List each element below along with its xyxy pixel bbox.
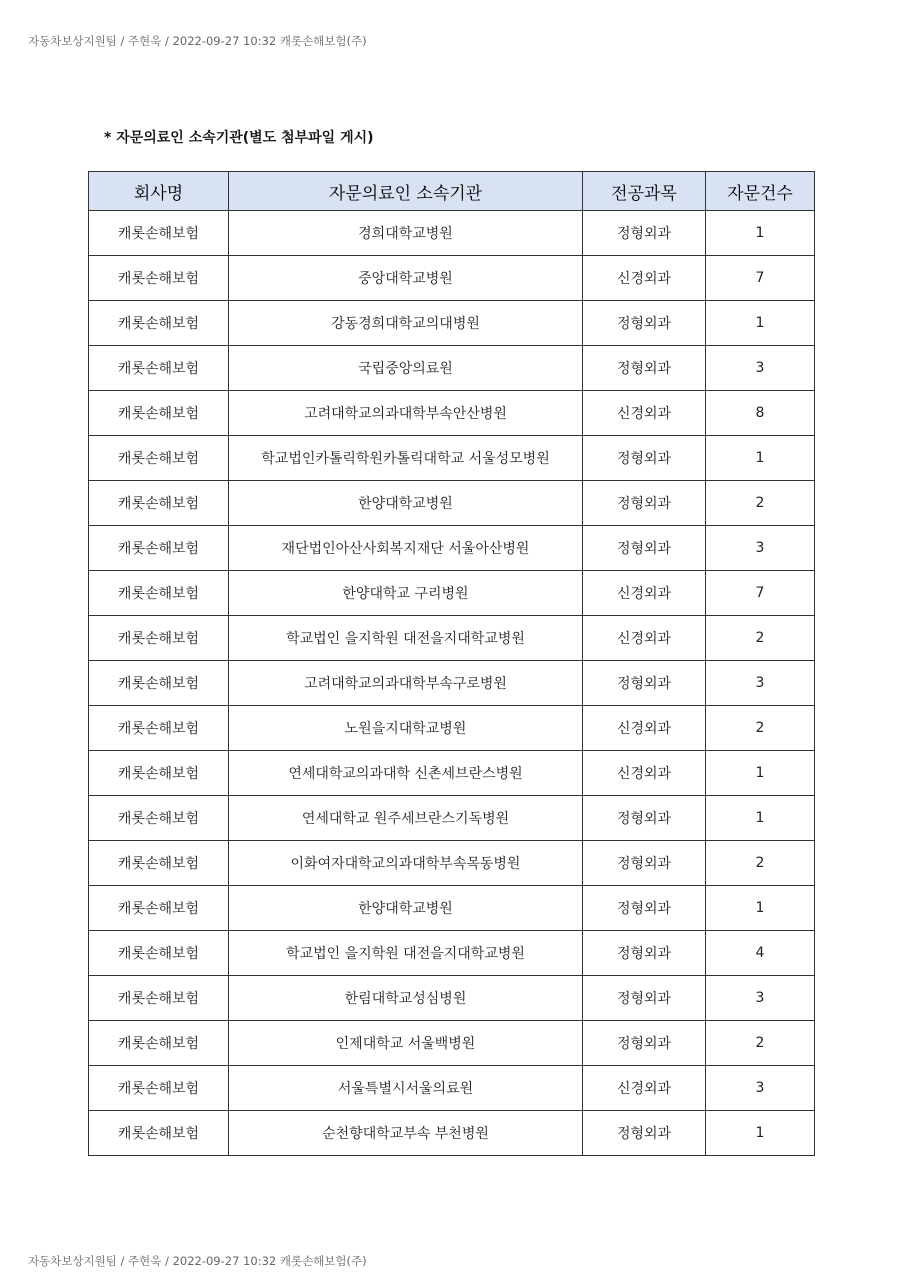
cell-specialty: 정형외과 — [583, 931, 706, 976]
cell-institution: 연세대학교의과대학 신촌세브란스병원 — [229, 751, 583, 796]
cell-specialty: 정형외과 — [583, 301, 706, 346]
cell-institution: 경희대학교병원 — [229, 211, 583, 256]
cell-specialty: 신경외과 — [583, 616, 706, 661]
table-row — [89, 841, 815, 886]
cell-specialty: 정형외과 — [583, 976, 706, 1021]
cell-count: 1 — [706, 301, 815, 346]
section-heading: * 자문의료인 소속기관(별도 첨부파일 게시) — [104, 130, 374, 146]
cell-specialty: 정형외과 — [583, 796, 706, 841]
table-row — [89, 391, 815, 436]
footer-stamp: 자동차보상지원팀 / 주현욱 / 2022-09-27 10:32 캐롯손해보험(주) — [28, 1254, 367, 1268]
cell-institution: 인제대학교 서울백병원 — [229, 1021, 583, 1066]
cell-count: 3 — [706, 1066, 815, 1111]
cell-count: 2 — [706, 616, 815, 661]
consultation-table — [88, 171, 815, 1156]
cell-count: 7 — [706, 571, 815, 616]
table-row — [89, 751, 815, 796]
table-row — [89, 571, 815, 616]
column-header-institution: 자문의료인 소속기관 — [229, 172, 583, 211]
cell-specialty: 신경외과 — [583, 571, 706, 616]
table-row — [89, 1066, 815, 1111]
cell-institution: 강동경희대학교의대병원 — [229, 301, 583, 346]
table-row — [89, 301, 815, 346]
cell-specialty: 정형외과 — [583, 211, 706, 256]
cell-company: 캐롯손해보험 — [89, 1111, 229, 1156]
cell-institution: 학교법인 을지학원 대전을지대학교병원 — [229, 616, 583, 661]
cell-specialty: 정형외과 — [583, 1021, 706, 1066]
cell-company: 캐롯손해보험 — [89, 526, 229, 571]
cell-company: 캐롯손해보험 — [89, 706, 229, 751]
table-row — [89, 616, 815, 661]
cell-count: 2 — [706, 706, 815, 751]
table-row — [89, 886, 815, 931]
table-row — [89, 436, 815, 481]
cell-institution: 노원을지대학교병원 — [229, 706, 583, 751]
table-row — [89, 796, 815, 841]
cell-company: 캐롯손해보험 — [89, 796, 229, 841]
cell-institution: 중앙대학교병원 — [229, 256, 583, 301]
cell-count: 3 — [706, 526, 815, 571]
table-row — [89, 661, 815, 706]
table-row — [89, 211, 815, 256]
column-header-count: 자문건수 — [706, 172, 815, 211]
cell-institution: 한림대학교성심병원 — [229, 976, 583, 1021]
cell-count: 1 — [706, 436, 815, 481]
table-row — [89, 931, 815, 976]
table-header-row — [89, 172, 815, 211]
column-header-specialty: 전공과목 — [583, 172, 706, 211]
cell-specialty: 신경외과 — [583, 1066, 706, 1111]
cell-institution: 고려대학교의과대학부속안산병원 — [229, 391, 583, 436]
cell-count: 2 — [706, 1021, 815, 1066]
cell-count: 1 — [706, 886, 815, 931]
cell-institution: 학교법인 을지학원 대전을지대학교병원 — [229, 931, 583, 976]
cell-institution: 연세대학교 원주세브란스기독병원 — [229, 796, 583, 841]
cell-specialty: 정형외과 — [583, 481, 706, 526]
cell-institution: 서울특별시서울의료원 — [229, 1066, 583, 1111]
cell-specialty: 정형외과 — [583, 436, 706, 481]
cell-count: 3 — [706, 346, 815, 391]
cell-company: 캐롯손해보험 — [89, 301, 229, 346]
cell-company: 캐롯손해보험 — [89, 481, 229, 526]
cell-company: 캐롯손해보험 — [89, 211, 229, 256]
cell-company: 캐롯손해보험 — [89, 886, 229, 931]
cell-specialty: 정형외과 — [583, 526, 706, 571]
table-row — [89, 256, 815, 301]
cell-company: 캐롯손해보험 — [89, 391, 229, 436]
cell-specialty: 정형외과 — [583, 841, 706, 886]
cell-specialty: 신경외과 — [583, 706, 706, 751]
cell-count: 1 — [706, 211, 815, 256]
table-row — [89, 1111, 815, 1156]
cell-company: 캐롯손해보험 — [89, 931, 229, 976]
cell-company: 캐롯손해보험 — [89, 661, 229, 706]
table-row — [89, 706, 815, 751]
cell-institution: 고려대학교의과대학부속구로병원 — [229, 661, 583, 706]
cell-count: 2 — [706, 841, 815, 886]
cell-specialty: 정형외과 — [583, 1111, 706, 1156]
cell-institution: 국립중앙의료원 — [229, 346, 583, 391]
cell-specialty: 정형외과 — [583, 346, 706, 391]
cell-count: 1 — [706, 796, 815, 841]
cell-institution: 한양대학교병원 — [229, 886, 583, 931]
cell-specialty: 정형외과 — [583, 661, 706, 706]
cell-count: 4 — [706, 931, 815, 976]
cell-count: 3 — [706, 661, 815, 706]
cell-company: 캐롯손해보험 — [89, 841, 229, 886]
cell-count: 1 — [706, 1111, 815, 1156]
cell-company: 캐롯손해보험 — [89, 436, 229, 481]
cell-institution: 한양대학교병원 — [229, 481, 583, 526]
column-header-company: 회사명 — [89, 172, 229, 211]
cell-company: 캐롯손해보험 — [89, 571, 229, 616]
cell-company: 캐롯손해보험 — [89, 976, 229, 1021]
cell-count: 3 — [706, 976, 815, 1021]
cell-specialty: 신경외과 — [583, 391, 706, 436]
cell-company: 캐롯손해보험 — [89, 751, 229, 796]
table-row — [89, 481, 815, 526]
cell-count: 7 — [706, 256, 815, 301]
cell-company: 캐롯손해보험 — [89, 346, 229, 391]
table-row — [89, 1021, 815, 1066]
cell-count: 8 — [706, 391, 815, 436]
cell-company: 캐롯손해보험 — [89, 616, 229, 661]
cell-institution: 순천향대학교부속 부천병원 — [229, 1111, 583, 1156]
cell-company: 캐롯손해보험 — [89, 1066, 229, 1111]
cell-company: 캐롯손해보험 — [89, 256, 229, 301]
header-stamp: 자동차보상지원팀 / 주현욱 / 2022-09-27 10:32 캐롯손해보험(주) — [28, 34, 367, 48]
cell-company: 캐롯손해보험 — [89, 1021, 229, 1066]
cell-count: 2 — [706, 481, 815, 526]
table-row — [89, 976, 815, 1021]
cell-specialty: 신경외과 — [583, 256, 706, 301]
cell-institution: 학교법인카톨릭학원카톨릭대학교 서울성모병원 — [229, 436, 583, 481]
table-row — [89, 526, 815, 571]
cell-institution: 재단법인아산사회복지재단 서울아산병원 — [229, 526, 583, 571]
table-row — [89, 346, 815, 391]
cell-institution: 이화여자대학교의과대학부속목동병원 — [229, 841, 583, 886]
cell-specialty: 신경외과 — [583, 751, 706, 796]
cell-count: 1 — [706, 751, 815, 796]
cell-institution: 한양대학교 구리병원 — [229, 571, 583, 616]
cell-specialty: 정형외과 — [583, 886, 706, 931]
